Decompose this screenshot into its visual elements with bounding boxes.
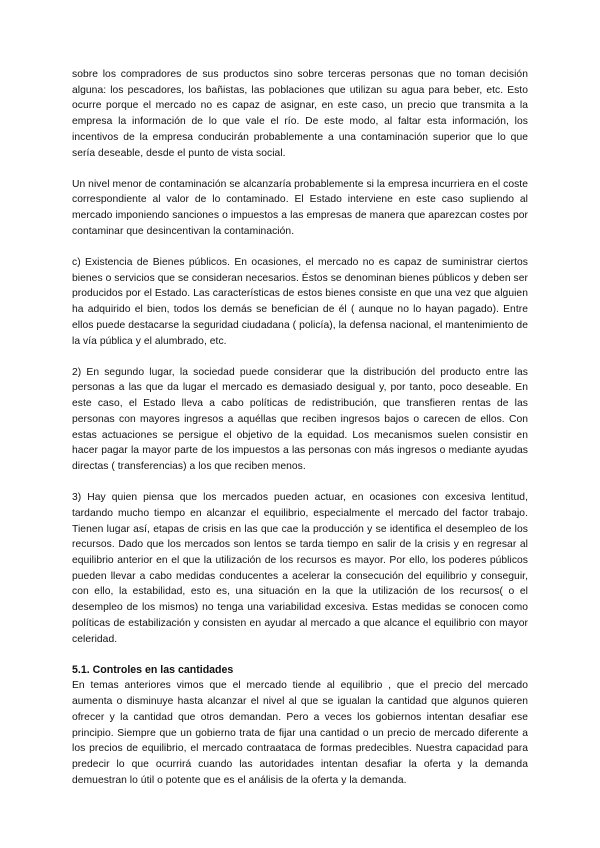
paragraph-quantity-controls: En temas anteriores vimos que el mercado tiende al equilibrio , que el precio del mercado aumenta o disminuye hasta alcanzar el nivel al que se igualan la cantidad que algunos quieren ofrecer y la cantidad que otros demandan. Pero a veces los gobiernos intentan desafiar ese principio. Siempre que un gobierno trata de fijar una cantidad o un precio de mercado diferente a los precios de equilibrio, el mercado contraataca de formas predecibles. Nuestra capacidad para predecir lo que ocurrirá cuando las autoridades intentan desafiar la oferta y la demanda demuestran lo útil o potente que es el análisis de la oferta y la demanda. bbox=[72, 680, 528, 786]
paragraph-redistribution: 2) En segundo lugar, la sociedad puede considerar que la distribución del producto entre las personas a las que da lugar el mercado es demasiado desigual y, por tanto, poco deseable. En este caso, el Estado lleva a cabo políticas de redistribución, que transfieren rentas de las personas con mayores ingresos a aquéllas que reciben ingresos bajos o carecen de ellos. Con estas actuaciones se persigue el objetivo de la equidad. Los mecanismos suelen consistir en hacer pagar la mayor parte de los impuestos a las personas con más ingresos o mediante ayudas directas ( transferencias) a los que reciben menos. bbox=[72, 366, 528, 472]
paragraph-externalities-continued: sobre los compradores de sus productos sino sobre terceras personas que no toman decisión alguna: los pescadores, los bañistas, las poblaciones que utilizan su agua para beber, etc. Esto ocurre porque el mercado no es capaz de asignar, en este caso, un precio que transmita a la empresa la información de lo que vale el río. De este modo, al faltar esta información, los incentivos de la empresa conducirán probablemente a una contaminación superior que lo que sería deseable, desde el punto de vista social. bbox=[72, 69, 528, 159]
section-heading: 5.1. Controles en las cantidades bbox=[72, 663, 234, 676]
paragraph-pollution-state-intervention: Un nivel menor de contaminación se alcanzaría probablemente si la empresa incurriera en el coste correspondiente al valor de lo contaminado. El Estado interviene en este caso supliendo al mercado imponiendo sanciones o impuestos a las empresas de manera que aparezcan costes por contaminar que desincentivan la contaminación. bbox=[72, 178, 528, 237]
document-page bbox=[72, 67, 528, 804]
paragraph-public-goods: c) Existencia de Bienes públicos. En ocasiones, el mercado no es capaz de suministrar ciertos bienes o servicios que se consideran necesarios. Éstos se denominan bienes públicos y deben ser producidos por el Estado. Las características de estos bienes consiste en que una vez que alguien ha adquirido el bien, todos los demás se benefician de él ( aunque no lo hayan pagado). Entre ellos puede destacarse la seguridad ciudadana ( policía), la defensa nacional, el mantenimiento de la vía pública y el alumbrado, etc. bbox=[72, 257, 528, 347]
paragraph-stabilization: 3) Hay quien piensa que los mercados pueden actuar, en ocasiones con excesiva lentitud, tardando mucho tiempo en alcanzar el equilibrio, especialmente el mercado del factor trabajo. Tienen lugar así, etapas de crisis en las que cae la producción y se identifica el desempleo de los recursos. Dado que los mercados son lentos se tarda tiempo en salir de la crisis y en regresar al equilibrio anterior en el que la utilización de los recursos es mayor. Por ello, los poderes públicos pueden llevar a cabo medidas conducentes a acelerar la consecución del equilibrio y conseguir, con ello, la estabilidad, esto es, una situación en la que la utilización de los recursos( o el desempleo de los mismos) no tenga una variabilidad excesiva. Estas medidas se conocen como políticas de estabilización y consisten en ayudar al mercado a que alcance el equilibrio con mayor celeridad. bbox=[72, 492, 528, 645]
